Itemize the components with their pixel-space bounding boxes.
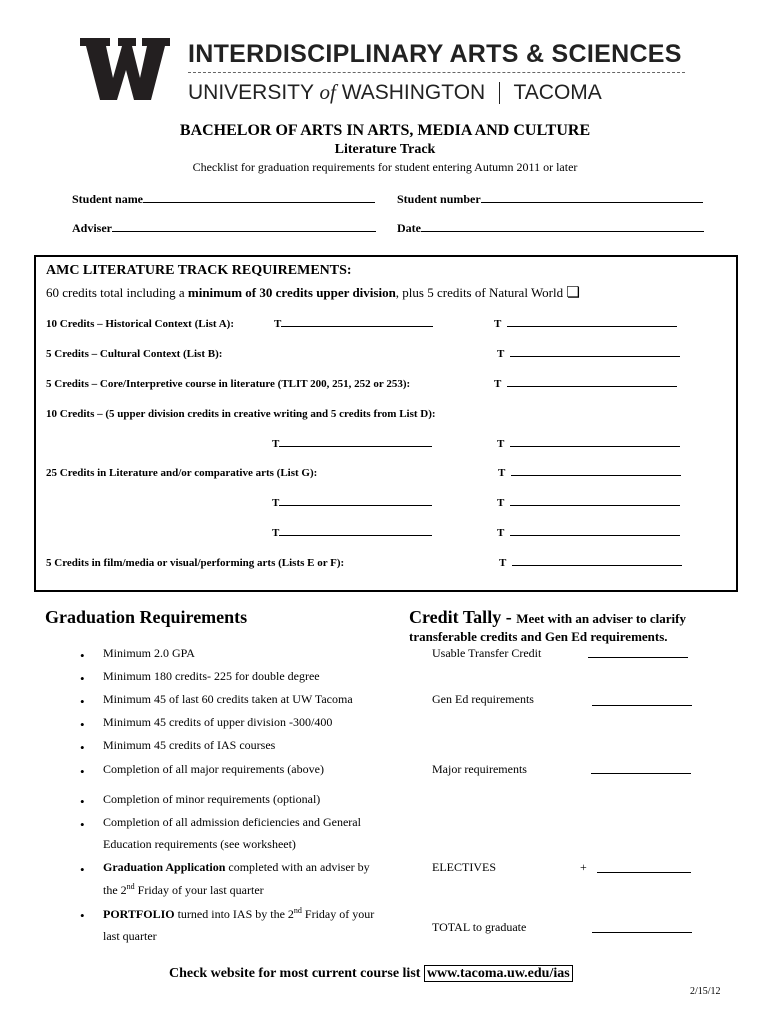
header-university: UNIVERSITY of WASHINGTON TACOMA bbox=[188, 80, 602, 104]
bullet-icon: • bbox=[80, 764, 85, 779]
grad-item-application: Graduation Application completed with an adviser by bbox=[103, 860, 370, 874]
page-title: BACHELOR OF ARTS IN ARTS, MEDIA AND CULTURE bbox=[179, 122, 591, 139]
grad-item: Completion of all major requirements (above) bbox=[103, 762, 324, 776]
date-field[interactable]: Date bbox=[397, 221, 704, 236]
tally-note: transferable credits and Gen Ed requirements. bbox=[409, 629, 668, 644]
footer-website: Check website for most current course list www.tacoma.uw.edu/ias bbox=[169, 966, 573, 982]
t-field[interactable]: T bbox=[497, 497, 680, 509]
req-row-core: 5 Credits – Core/Interpretive course in literature (TLIT 200, 251, 252 or 253): bbox=[46, 378, 411, 390]
grad-item-portfolio: PORTFOLIO turned into IAS by the 2nd Friday of your bbox=[103, 906, 375, 921]
tally-total-label: TOTAL to graduate bbox=[432, 920, 527, 934]
uw-logo bbox=[80, 38, 170, 100]
req-row-literature: 25 Credits in Literature and/or comparative arts (List G): bbox=[46, 467, 318, 479]
tally-plus: + bbox=[580, 860, 587, 874]
bullet-icon: • bbox=[80, 862, 85, 877]
grad-item: Education requirements (see worksheet) bbox=[103, 837, 296, 851]
grad-item: Completion of all admission deficiencies and General bbox=[103, 815, 361, 829]
bullet-icon: • bbox=[80, 908, 85, 923]
header-rule bbox=[188, 72, 685, 73]
grad-item: Minimum 45 credits of IAS courses bbox=[103, 738, 276, 752]
grad-item: Minimum 45 credits of upper division -300/400 bbox=[103, 715, 333, 729]
graduation-heading: Graduation Requirements bbox=[45, 607, 248, 627]
grad-item-portfolio-line2: last quarter bbox=[103, 929, 157, 943]
t-field[interactable]: T bbox=[272, 497, 432, 509]
tally-usable-line[interactable] bbox=[588, 657, 688, 658]
t-field[interactable]: T bbox=[272, 438, 432, 450]
tally-electives-label: ELECTIVES bbox=[432, 860, 496, 874]
grad-item: Minimum 180 credits- 225 for double degree bbox=[103, 669, 320, 683]
tally-electives-line[interactable] bbox=[597, 872, 691, 873]
track-title: Literature Track bbox=[334, 142, 436, 157]
t-field[interactable]: T bbox=[274, 318, 433, 330]
req-row-creative: 10 Credits – (5 upper division credits in creative writing and 5 credits from List D): bbox=[46, 408, 436, 420]
req-row-historical: 10 Credits – Historical Context (List A): bbox=[46, 318, 234, 330]
grad-item: Completion of minor requirements (optional) bbox=[103, 792, 321, 806]
bullet-icon: • bbox=[80, 717, 85, 732]
req-row-cultural: 5 Credits – Cultural Context (List B): bbox=[46, 348, 223, 360]
t-field[interactable]: T bbox=[499, 557, 682, 569]
checklist-subtitle: Checklist for graduation requirements for student entering Autumn 2011 or later bbox=[192, 160, 578, 174]
bullet-icon: • bbox=[80, 694, 85, 709]
t-field[interactable]: T bbox=[498, 467, 681, 479]
bullet-icon: • bbox=[80, 740, 85, 755]
bullet-icon: • bbox=[80, 794, 85, 809]
grad-item: Minimum 45 of last 60 credits taken at UW Tacoma bbox=[103, 692, 353, 706]
t-field[interactable]: T bbox=[497, 527, 680, 539]
footer-date: 2/15/12 bbox=[690, 986, 721, 997]
bullet-icon: • bbox=[80, 671, 85, 686]
tally-major-line[interactable] bbox=[591, 773, 691, 774]
t-field[interactable]: T bbox=[272, 527, 432, 539]
tally-major-label: Major requirements bbox=[432, 762, 527, 776]
adviser-field[interactable]: Adviser bbox=[72, 221, 376, 236]
t-field[interactable]: T bbox=[497, 348, 680, 360]
t-field[interactable]: T bbox=[494, 378, 677, 390]
website-link[interactable]: www.tacoma.uw.edu/ias bbox=[424, 965, 573, 982]
tally-gened-label: Gen Ed requirements bbox=[432, 692, 534, 706]
req-row-film: 5 Credits in film/media or visual/performing arts (Lists E or F): bbox=[46, 557, 345, 569]
grad-item: Minimum 2.0 GPA bbox=[103, 646, 195, 660]
checkbox-icon[interactable]: ❏ bbox=[566, 283, 580, 301]
t-field[interactable]: T bbox=[497, 438, 680, 450]
uw-w-logo-icon bbox=[80, 38, 170, 100]
tally-gened-line[interactable] bbox=[592, 705, 692, 706]
bullet-icon: • bbox=[80, 648, 85, 663]
credits-summary: 60 credits total including a minimum of 30 credits upper division, plus 5 credits of Natural World ❏ bbox=[46, 283, 580, 301]
student-name-field[interactable]: Student name bbox=[72, 192, 375, 207]
header-unit: INTERDISCIPLINARY ARTS & SCIENCES bbox=[188, 40, 682, 68]
requirements-heading: AMC LITERATURE TRACK REQUIREMENTS: bbox=[46, 263, 352, 278]
student-number-field[interactable]: Student number bbox=[397, 192, 703, 207]
tally-total-line[interactable] bbox=[592, 932, 692, 933]
t-field[interactable]: T bbox=[494, 318, 677, 330]
tally-heading: Credit Tally - Meet with an adviser to clarify bbox=[409, 607, 686, 627]
grad-item-application-line2: the 2nd Friday of your last quarter bbox=[103, 882, 264, 897]
requirements-box bbox=[34, 255, 738, 592]
bullet-icon: • bbox=[80, 817, 85, 832]
tally-usable-label: Usable Transfer Credit bbox=[432, 646, 542, 660]
